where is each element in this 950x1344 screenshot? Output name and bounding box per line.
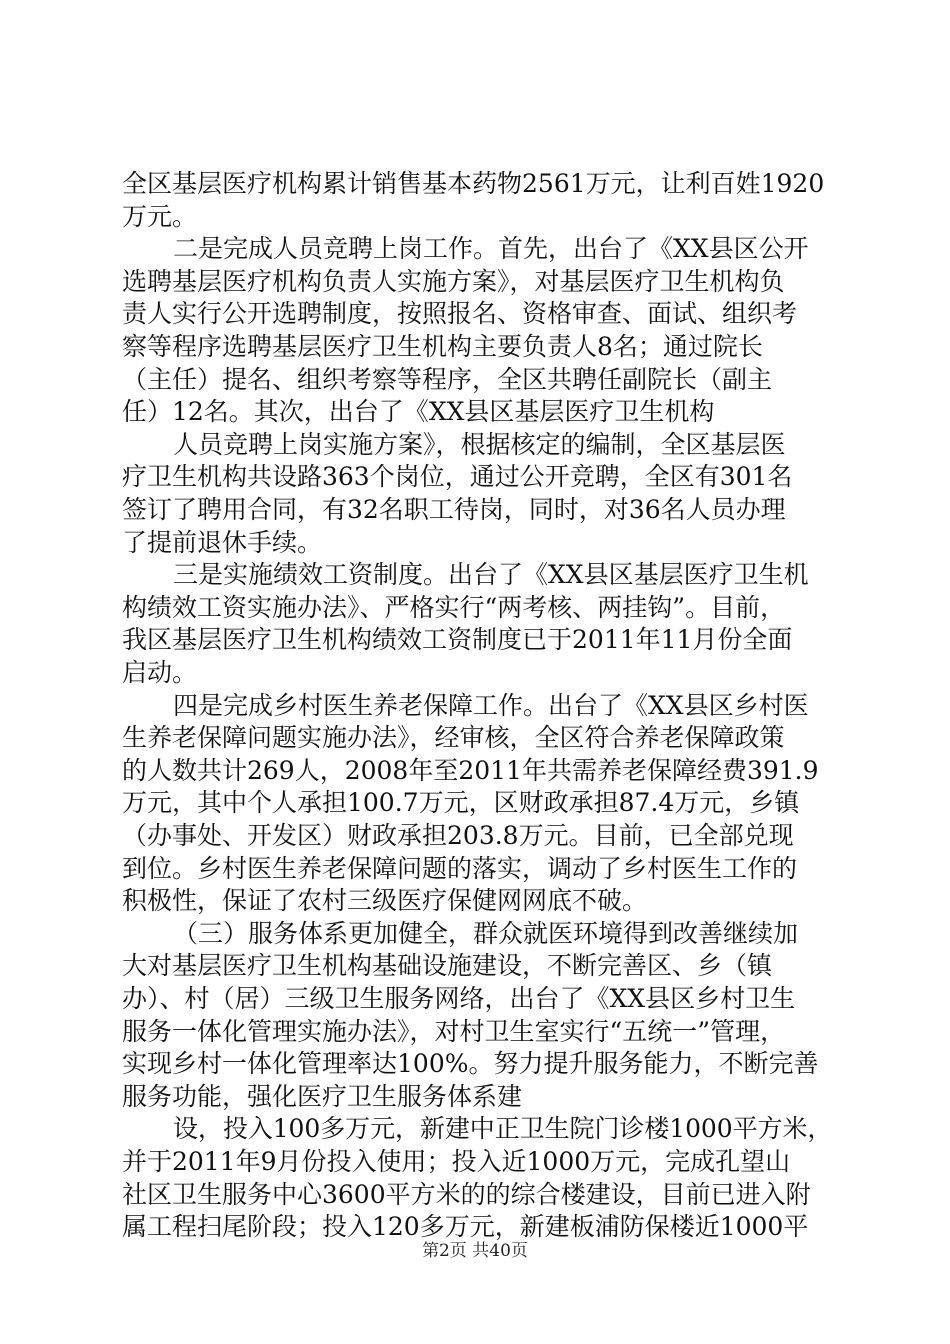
text-line: 并于2011年9月份投入使用；投入近1000万元，完成孔望山 (122, 1147, 791, 1176)
text-line: （三）服务体系更加健全，群众就医环境得到改善继续加 (173, 918, 799, 948)
text-line: 启动。 (122, 658, 198, 687)
text-line: 服务功能，强化医疗卫生服务体系建 (122, 1081, 523, 1111)
text-line: 的人数共计269人，2008年至2011年共需养老保障经费391.9 (122, 755, 819, 785)
text-line: 到位。乡村医生养老保障问题的落实，调动了乡村医生工作的 (122, 853, 798, 883)
text-line: 察等程序选聘基层医疗卫生机构主要负责人8名；通过院长 (122, 332, 763, 361)
text-line: 实现乡村一体化管理率达100%。努力提升服务能力，不断完善 (122, 1049, 819, 1079)
text-line: 我区基层医疗卫生机构绩效工资制度已于2011年11月份全面 (122, 625, 793, 655)
text-line: 四是完成乡村医生养老保障工作。出台了《XX县区乡村医 (173, 690, 809, 720)
text-line: 万元，其中个人承担100.7万元，区财政承担87.4万元，乡镇 (122, 788, 800, 818)
text-line: 了提前退休手续。 (122, 527, 323, 557)
text-line: 签订了聘用合同，有32名职工待岗，同时，对36名人员办理 (122, 495, 786, 524)
text-line: 积极性，保证了农村三级医疗保健网网底不破。 (122, 886, 648, 916)
text-line: 办）、村（居）三级卫生服务网络，出台了《XX县区乡村卫生 (122, 984, 796, 1013)
text-line: 服务一体化管理实施办法》，对村卫生室实行“五统一”管理， (122, 1016, 786, 1046)
page-number-footer: 第2页 共40页 (422, 1241, 528, 1261)
text-line: 设，投入100多万元，新建中正卫生院门诊楼1000平方米， (173, 1114, 833, 1144)
text-line: 万元。 (122, 201, 198, 231)
text-line: 属工程扫尾阶段；投入120多万元，新建板浦防保楼近1000平 (122, 1212, 809, 1242)
text-line: 大对基层医疗卫生机构基础设施建设，不断完善区、乡（镇 (122, 951, 773, 981)
text-line: 二是完成人员竞聘上岗工作。首先，出台了《XX县区公开 (173, 234, 809, 264)
text-line: 全区基层医疗机构累计销售基本药物2561万元，让利百姓1920 (122, 169, 825, 198)
text-line: （主任）提名、组织考察等程序，全区共聘任副院长（副主 (122, 364, 773, 394)
text-line: 三是实施绩效工资制度。出台了《XX县区基层医疗卫生机 (173, 560, 809, 590)
text-line: 选聘基层医疗机构负责人实施方案》，对基层医疗卫生机构负 (122, 266, 785, 296)
text-line: 构绩效工资实施办法》、严格实行“两考核、两挂钩”。目前， (122, 592, 786, 622)
text-line: 责人实行公开选聘制度，按照报名、资格审查、面试、组织考 (122, 299, 798, 329)
text-line: 人员竞聘上岗实施方案》，根据核定的编制，全区基层医 (173, 429, 786, 459)
text-line: 社区卫生服务中心3600平方米的的综合楼建设，目前已进入附 (122, 1179, 811, 1209)
text-line: 疗卫生机构共设路363个岗位，通过公开竞聘，全区有301名 (122, 462, 793, 492)
text-line: （办事处、开发区）财政承担203.8万元。目前，已全部兑现 (122, 821, 794, 850)
text-line: 生养老保障问题实施办法》，经审核，全区符合养老保障政策 (122, 723, 785, 753)
text-line: 任）12名。其次，出台了《XX县区基层医疗卫生机构 (122, 397, 715, 427)
